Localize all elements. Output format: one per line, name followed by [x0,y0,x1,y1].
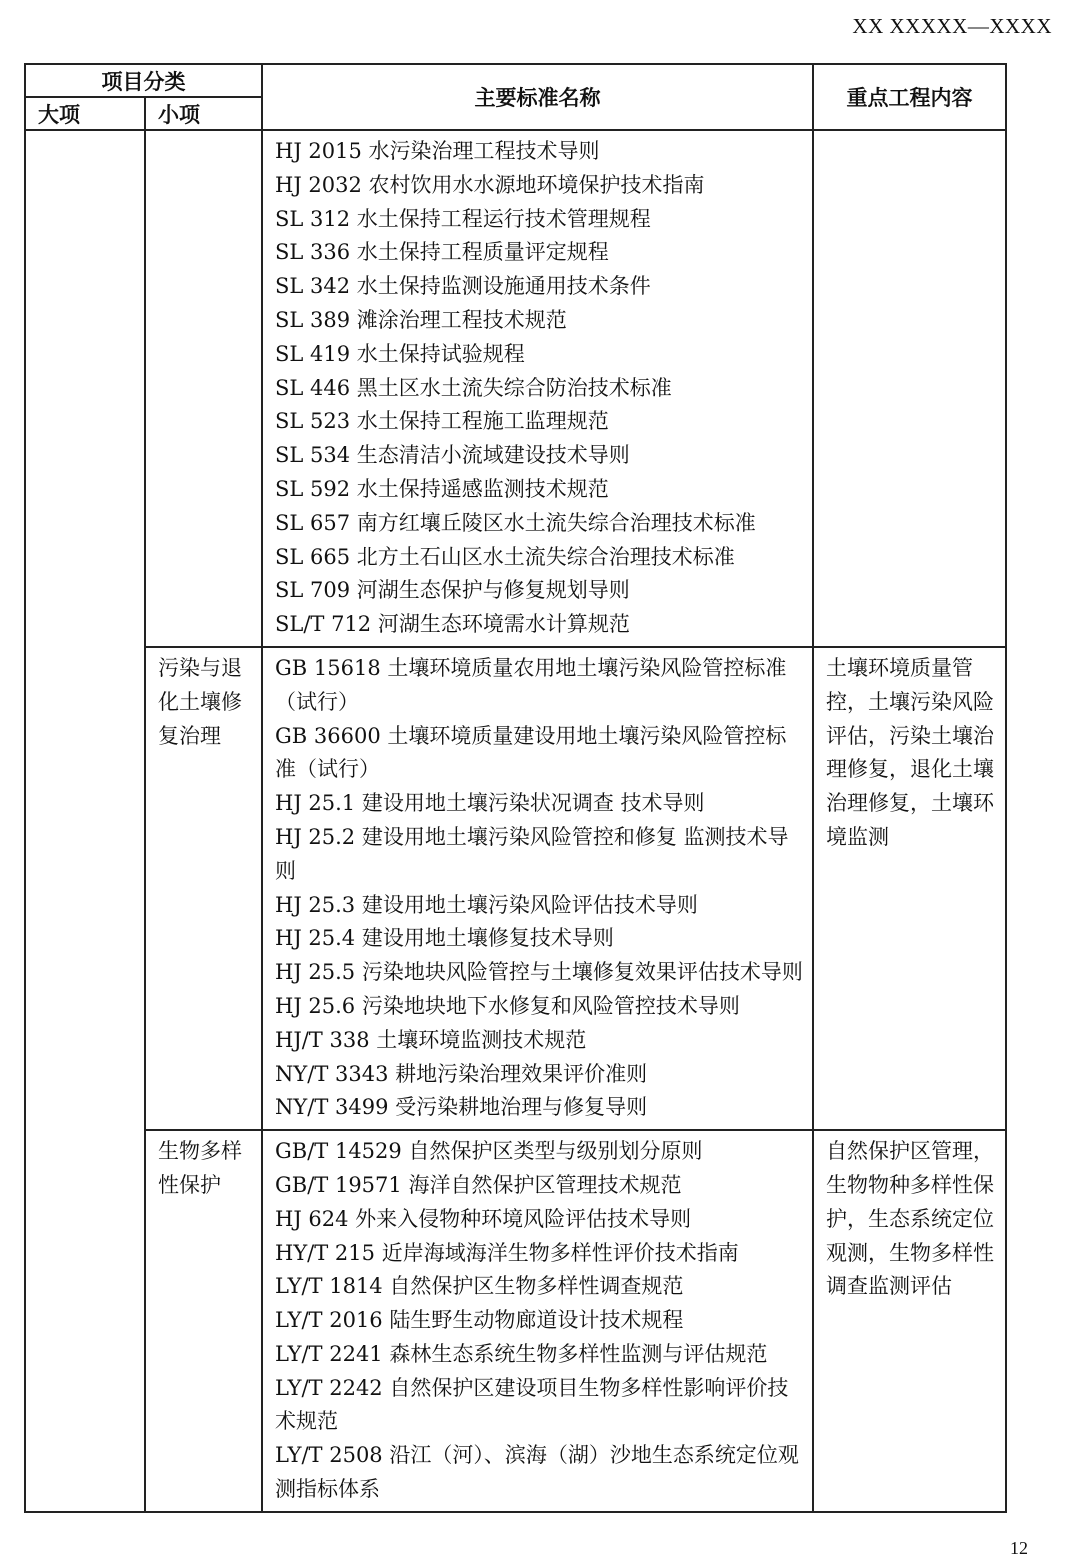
header-row-top [25,64,1006,97]
standard-item: SL 446 黑土区水土流失综合防治技术标准 [275,375,672,400]
header-key-content: 重点工程内容 [813,64,1006,130]
section-row-2 [25,647,1006,1130]
standard-item: SL 312 水土保持工程运行技术管理规程 [275,206,651,231]
standard-item: SL/T 712 河湖生态环境需水计算规范 [275,612,630,637]
standard-item: HJ 25.1 建设用地土壤污染状况调查 技术导则 [275,791,705,816]
section-row-3 [25,1130,1006,1512]
standard-item: HJ 25.6 污染地块地下水修复和风险管控技术导则 [275,993,740,1018]
standards-cell-1 [262,130,813,647]
standard-item: LY/T 2016 陆生野生动物廊道设计技术规程 [275,1308,684,1333]
standard-item: SL 657 南方红壤丘陵区水土流失综合治理技术标准 [275,510,756,535]
standard-item: LY/T 2242 自然保护区建设项目生物多样性影响评价技术规范 [275,1375,789,1434]
standard-item: HJ 25.4 建设用地土壤修复技术导则 [275,926,614,951]
document-code: XX XXXXX—XXXX [852,14,1052,38]
standard-item: HJ 25.3 建设用地土壤污染风险评估技术导则 [275,892,698,917]
standard-item: SL 419 水土保持试验规程 [275,341,525,366]
standards-cell-2 [262,647,813,1130]
standard-item: SL 389 滩涂治理工程技术规范 [275,307,567,332]
standard-item: NY/T 3499 受污染耕地治理与修复导则 [275,1095,648,1120]
standard-item: SL 665 北方土石山区水土流失综合治理技术标准 [275,544,735,569]
header-major: 大项 [25,97,145,130]
standard-item: NY/T 3343 耕地污染治理效果评价准则 [275,1061,648,1086]
standard-item: HJ/T 338 土壤环境监测技术规范 [275,1027,587,1052]
standard-item: SL 592 水土保持遥感监测技术规范 [275,476,609,501]
standard-item: HJ 2015 水污染治理工程技术导则 [275,139,600,163]
header-standards: 主要标准名称 [262,64,813,130]
header-minor: 小项 [145,97,262,130]
minor-cell-1 [145,130,262,647]
minor-cell-3: 生物多样性保护 [145,1130,262,1512]
standard-item: GB 36600 土壤环境质量建设用地土壤污染风险管控标准（试行） [275,723,787,782]
page-number: 12 [1010,1538,1028,1558]
standard-item: GB/T 14529 自然保护区类型与级别划分原则 [275,1139,703,1164]
key-cell-2: 土壤环境质量管控，土壤污染风险评估，污染土壤治理修复，退化土壤治理修复，土壤环境监测 [813,647,1006,1130]
key-cell-3: 自然保护区管理，生物物种多样性保护，生态系统定位观测，生物多样性调查监测评估 [813,1130,1006,1512]
header-category: 项目分类 [25,64,262,97]
standard-item: SL 342 水土保持监测设施通用技术条件 [275,274,651,299]
standard-item: GB/T 19571 海洋自然保护区管理技术规范 [275,1172,682,1197]
key-cell-1 [813,130,1006,647]
standard-item: SL 523 水土保持工程施工监理规范 [275,409,609,434]
standard-item: LY/T 2508 沿江（河）、滨海（湖）沙地生态系统定位观测指标体系 [275,1443,799,1502]
standard-item: SL 709 河湖生态保护与修复规划导则 [275,578,630,603]
standard-item: HJ 25.2 建设用地土壤污染风险管控和修复 监测技术导则 [275,824,789,883]
standard-item: LY/T 2241 森林生态系统生物多样性监测与评估规范 [275,1341,768,1366]
standard-item: GB 15618 土壤环境质量农用地土壤污染风险管控标准（试行） [275,655,787,714]
standard-item: HJ 25.5 污染地块风险管控与土壤修复效果评估技术导则 [275,960,803,985]
standard-item: HJ 2032 农村饮用水水源地环境保护技术指南 [275,172,705,197]
minor-cell-2: 污染与退化土壤修复治理 [145,647,262,1130]
standards-table [24,63,1007,1513]
standard-item: SL 534 生态清洁小流域建设技术导则 [275,443,630,468]
standard-item: LY/T 1814 自然保护区生物多样性调查规范 [275,1274,684,1299]
standard-item: HJ 624 外来入侵物种环境风险评估技术导则 [275,1206,692,1231]
major-cell [25,130,145,1512]
standards-cell-3 [262,1130,813,1512]
section-row-1 [25,130,1006,647]
standard-item: SL 336 水土保持工程质量评定规程 [275,240,609,265]
standard-item: HY/T 215 近岸海域海洋生物多样性评价技术指南 [275,1240,739,1265]
